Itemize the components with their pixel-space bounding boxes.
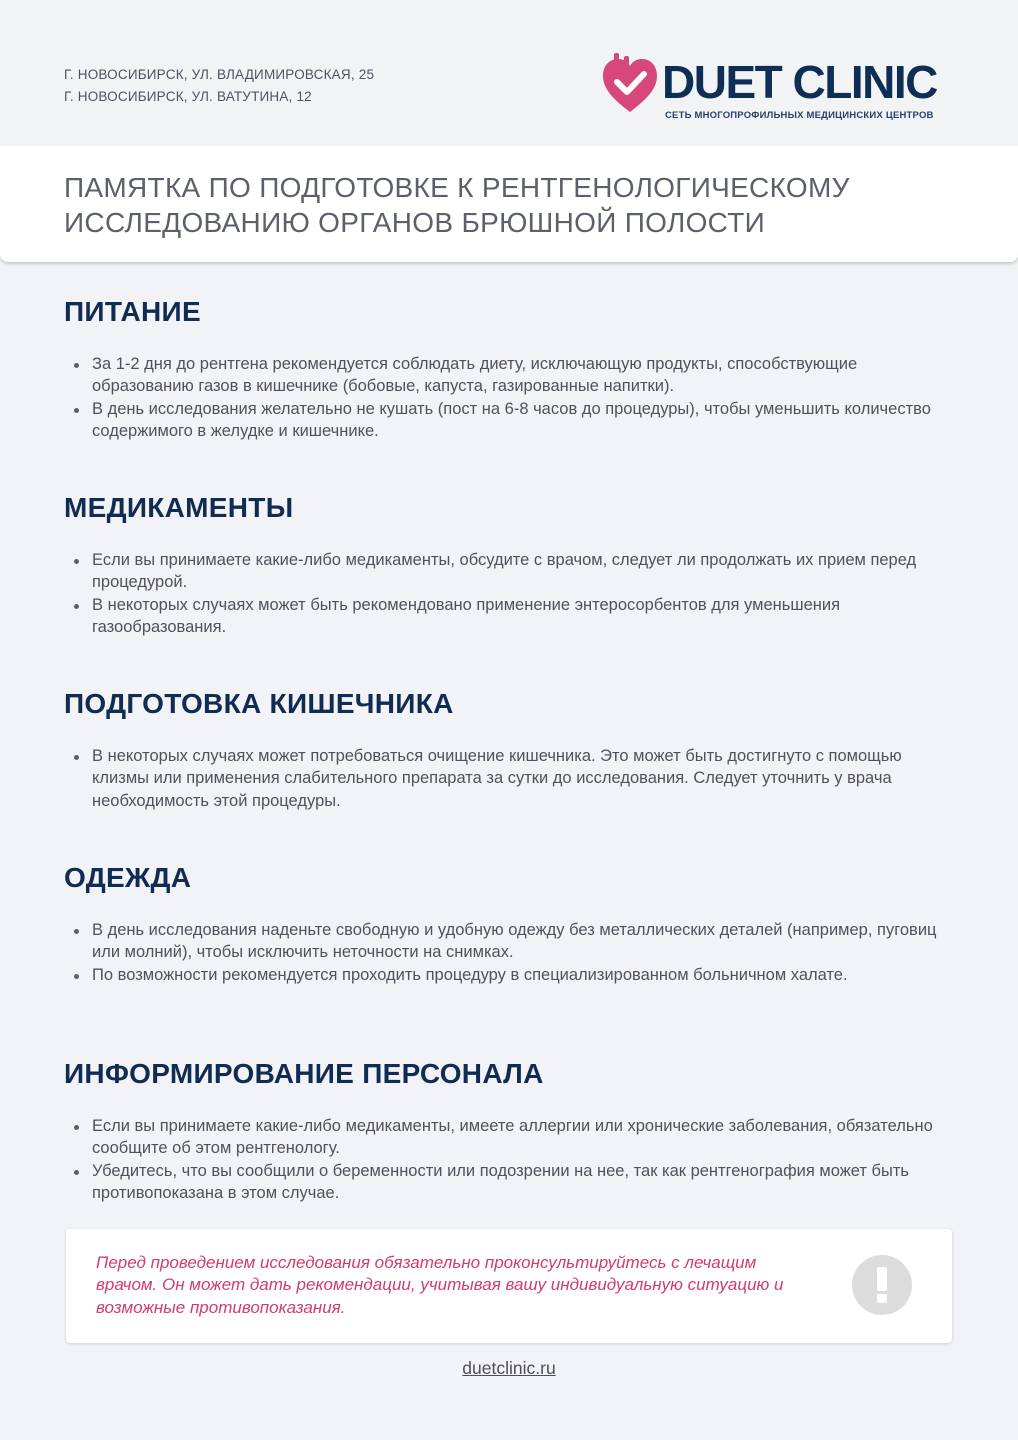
list-item: В день исследования наденьте свободную и удобную одежду без металлических деталей (например, пуговиц или молний), чтобы исключить неточности на снимках. (64, 919, 944, 964)
section-heading: ОДЕЖДА (64, 862, 192, 893)
exclamation-icon (852, 1255, 912, 1315)
title-line: ИССЛЕДОВАНИЮ ОРГАНОВ БРЮШНОЙ ПОЛОСТИ (64, 207, 766, 238)
heart-logo-icon (600, 52, 660, 114)
list-item: Если вы принимаете какие-либо медикаменты, имеете аллергии или хронические заболевания, обязательно сообщите об этом рентгенологу. (64, 1115, 944, 1160)
page-title (64, 170, 964, 240)
list-item: Убедитесь, что вы сообщили о беременности или подозрении на нее, так как рентгенография может быть противопоказана в этом случае. (64, 1160, 944, 1205)
section-heading: ПОДГОТОВКА КИШЕЧНИКА (64, 688, 454, 719)
page-header (0, 0, 1018, 146)
bullet-list (64, 1115, 944, 1205)
section-heading: ПИТАНИЕ (64, 296, 201, 327)
section-staff-info (64, 1057, 944, 1205)
warning-text: Перед проведением исследования обязательно проконсультируйтесь с лечащим врачом. Он может дать рекомендации, учитывая вашу индивидуальную ситуацию и возможные противопоказания. (96, 1253, 784, 1317)
section-nutrition (64, 295, 944, 443)
section-clothing (64, 861, 944, 986)
address-line: Г. НОВОСИБИРСК, УЛ. ВАТУТИНА, 12 (64, 89, 312, 104)
bullet-list (64, 919, 944, 986)
section-medications (64, 491, 944, 639)
bullet-list (64, 549, 944, 639)
clinic-addresses (64, 64, 374, 108)
list-item: Если вы принимаете какие-либо медикаменты, обсудите с врачом, следует ли продолжать их прием перед процедурой. (64, 549, 944, 594)
list-item: По возможности рекомендуется проходить процедуру в специализированном больничном халате. (64, 964, 944, 986)
logo-name: DUET CLINIC (662, 56, 937, 108)
clinic-logo (600, 52, 960, 128)
section-bowel-prep (64, 687, 944, 812)
logo-subtitle: СЕТЬ МНОГОПРОФИЛЬНЫХ МЕДИЦИНСКИХ ЦЕНТРОВ (665, 110, 934, 121)
title-box (0, 146, 1018, 262)
address-line: Г. НОВОСИБИРСК, УЛ. ВЛАДИМИРОВСКАЯ, 25 (64, 67, 375, 82)
title-line: ПАМЯТКА ПО ПОДГОТОВКЕ К РЕНТГЕНОЛОГИЧЕСКОМУ (64, 172, 850, 203)
list-item: За 1-2 дня до рентгена рекомендуется соблюдать диету, исключающую продукты, способствующие образованию газов в кишечнике (бобовые, капуста, газированные напитки). (64, 353, 944, 398)
list-item: В некоторых случаях может быть рекомендовано применение энтеросорбентов для уменьшения газообразования. (64, 594, 944, 639)
section-heading: ИНФОРМИРОВАНИЕ ПЕРСОНАЛА (64, 1058, 544, 1089)
bullet-list (64, 745, 944, 812)
list-item: В некоторых случаях может потребоваться очищение кишечника. Это может быть достигнуто с помощью клизмы или применения слабительного препарата за сутки до исследования. Следует уточнить у врача необходимость этой процедуры. (64, 745, 944, 812)
website-link[interactable]: duetclinic.ru (462, 1358, 556, 1378)
warning-box (66, 1229, 952, 1343)
list-item: В день исследования желательно не кушать (пост на 6-8 часов до процедуры), чтобы уменьшить количество содержимого в желудке и кишечнике. (64, 398, 944, 443)
section-heading: МЕДИКАМЕНТЫ (64, 492, 294, 523)
bullet-list (64, 353, 944, 443)
